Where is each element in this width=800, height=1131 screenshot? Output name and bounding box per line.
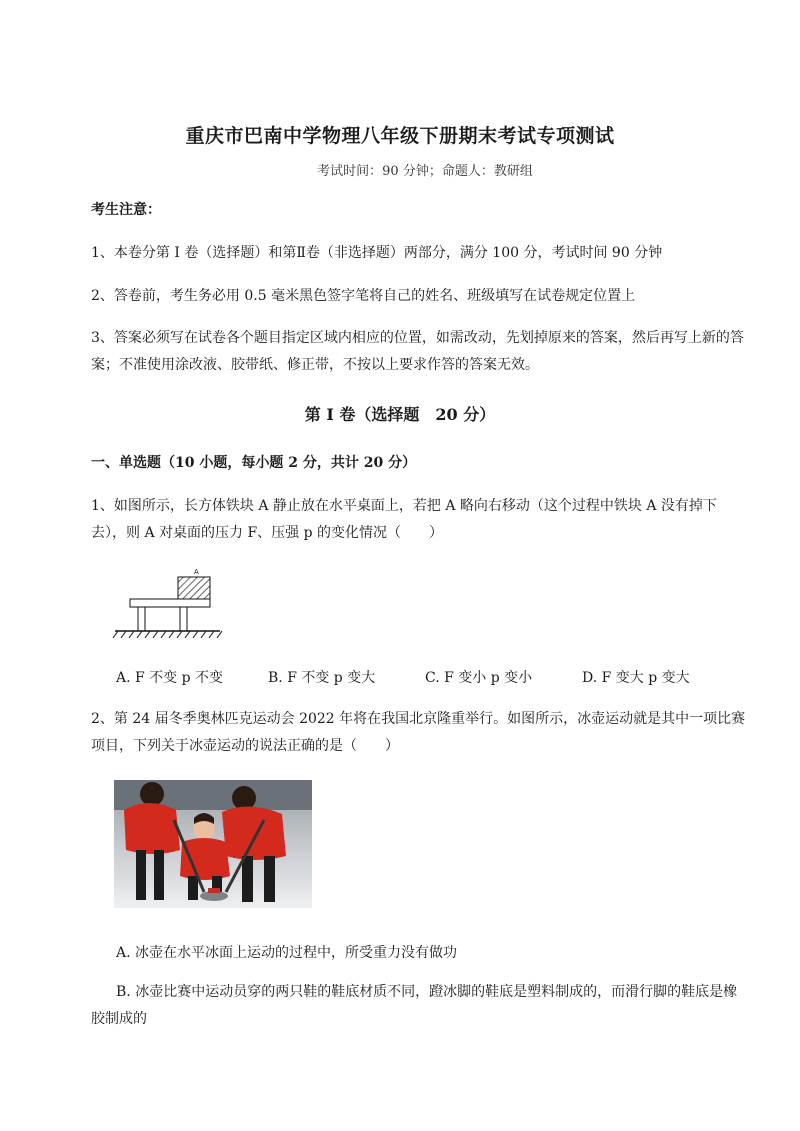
notice-item-1: 1、本卷分第 I 卷（选择题）和第Ⅱ卷（非选择题）两部分，满分 100 分，考试时间 90 分钟 bbox=[91, 245, 663, 261]
ground-hatch bbox=[113, 631, 222, 638]
block-label: A bbox=[194, 568, 199, 576]
question-1-text: 1、如图所示，长方体铁块 A 静止放在水平桌面上，若把 A 略向右移动（这个过程中铁块 A 没有掉下去），则 A 对桌面的压力 F、压强 p 的变化情况（ ） bbox=[91, 498, 717, 541]
curling-photo bbox=[114, 780, 312, 908]
q1-option-d: D. F 变大 p 变大 bbox=[582, 670, 690, 686]
q1-option-a: A. F 不变 p 不变 bbox=[116, 670, 224, 686]
notice-item-3: 3、答案必须写在试卷各个题目指定区域内相应的位置，如需改动，先划掉原来的答案，然后再写上新的答案；不准使用涂改液、胶带纸、修正带，不按以上要求作答的答案无效。 bbox=[91, 330, 744, 373]
section-title: 第 I 卷（选择题 20 分） bbox=[304, 405, 496, 424]
part-heading: 一、单选题（10 小题，每小题 2 分，共计 20 分） bbox=[91, 455, 417, 471]
iron-block bbox=[178, 577, 210, 599]
table-top bbox=[130, 599, 210, 607]
q2-option-a: A. 冰壶在水平冰面上运动的过程中，所受重力没有做功 bbox=[116, 945, 458, 961]
q1-option-c: C. F 变小 p 变小 bbox=[425, 670, 533, 686]
q2-option-b: B. 冰壶比赛中运动员穿的两只鞋的鞋底材质不同，蹬冰脚的鞋底是塑料制成的，而滑行脚的鞋底是橡胶制成的 bbox=[91, 984, 738, 1027]
table-block-figure bbox=[110, 565, 225, 640]
question-2-text: 2、第 24 届冬季奥林匹克运动会 2022 年将在我国北京隆重举行。如图所示，冰壶运动就是其中一项比赛项目，下列关于冰壶运动的说法正确的是（ ） bbox=[91, 711, 746, 754]
notice-heading: 考生注意： bbox=[91, 202, 161, 218]
page-title: 重庆市巴南中学物理八年级下册期末考试专项测试 bbox=[185, 125, 615, 147]
exam-info: 考试时间：90 分钟；命题人：教研组 bbox=[317, 164, 533, 179]
table-leg-right bbox=[180, 607, 187, 631]
table-leg-left bbox=[138, 607, 145, 631]
q1-option-b: B. F 不变 p 变大 bbox=[268, 670, 376, 686]
notice-item-2: 2、答卷前，考生务必用 0.5 毫米黑色签字笔将自己的姓名、班级填写在试卷规定位置上 bbox=[91, 288, 636, 304]
